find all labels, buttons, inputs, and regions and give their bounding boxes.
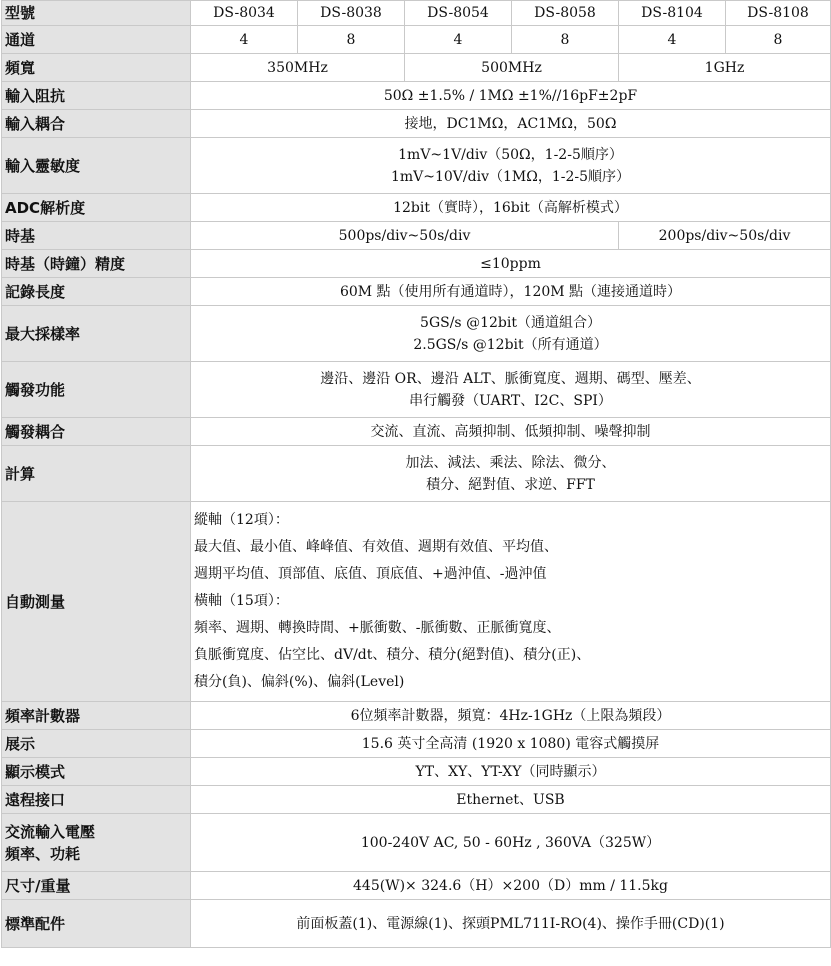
label-accessories: 標準配件	[2, 900, 191, 948]
row-timebase	[2, 222, 831, 250]
max-sample-rate-line: 2.5GS/s @12bit（所有通道）	[413, 336, 608, 353]
trigger-functions-line: 邊沿、邊沿 OR、邊沿 ALT、脈衝寬度、週期、碼型、壓差、	[320, 370, 701, 387]
auto-measure-line: 橫軸（15項）：	[194, 593, 289, 609]
math-line: 加法、減法、乘法、除法、微分、	[405, 454, 616, 471]
label-math: 計算	[2, 446, 191, 502]
label-channels: 通道	[2, 26, 191, 54]
row-input-sensitivity	[2, 138, 831, 194]
auto-measure-line: 負脈衝寬度、佔空比、dV/dt、積分、積分(絕對值)、積分(正)、	[194, 647, 591, 663]
row-freq-counter	[2, 702, 831, 730]
input-impedance-value: 50Ω ±1.5% / 1MΩ ±1%//16pF±2pF	[191, 82, 831, 110]
label-freq-counter: 頻率計數器	[2, 702, 191, 730]
row-trigger-coupling	[2, 418, 831, 446]
row-trigger-functions	[2, 362, 831, 418]
label-ac-input	[2, 814, 191, 872]
model-cell: DS-8054	[405, 1, 512, 26]
row-model	[2, 1, 831, 26]
channels-cell: 8	[298, 26, 405, 54]
model-cell: DS-8104	[619, 1, 726, 26]
model-cell: DS-8038	[298, 1, 405, 26]
timebase-cell: 200ps/div~50s/div	[619, 222, 831, 250]
label-adc-resolution: ADC解析度	[2, 194, 191, 222]
row-timebase-accuracy	[2, 250, 831, 278]
channels-cell: 4	[405, 26, 512, 54]
row-input-impedance	[2, 82, 831, 110]
label-timebase: 時基	[2, 222, 191, 250]
channels-cell: 4	[191, 26, 298, 54]
label-trigger-functions: 觸發功能	[2, 362, 191, 418]
bandwidth-cell: 1GHz	[619, 54, 831, 82]
timebase-accuracy-value: ≤10ppm	[191, 250, 831, 278]
adc-resolution-value: 12bit（實時），16bit（高解析模式）	[191, 194, 831, 222]
label-model: 型號	[2, 1, 191, 26]
input-sensitivity-line: 1mV~1V/div（50Ω，1-2-5順序）	[398, 146, 623, 163]
label-timebase-accuracy: 時基（時鐘）精度	[2, 250, 191, 278]
label-input-impedance: 輸入阻抗	[2, 82, 191, 110]
row-auto-measure	[2, 502, 831, 702]
auto-measure-line: 縱軸（12項）：	[194, 512, 289, 528]
input-sensitivity-value	[191, 138, 831, 194]
row-remote-interface	[2, 786, 831, 814]
display-mode-value: YT、XY、YT-XY（同時顯示）	[191, 758, 831, 786]
trigger-functions-value	[191, 362, 831, 418]
model-cell: DS-8034	[191, 1, 298, 26]
dimensions-value: 445(W)× 324.6（H）×200（D）mm / 11.5kg	[191, 872, 831, 900]
remote-interface-value: Ethernet、USB	[191, 786, 831, 814]
row-input-coupling	[2, 110, 831, 138]
display-value: 15.6 英寸全高清 (1920 x 1080) 電容式觸摸屏	[191, 730, 831, 758]
ac-input-label-line: 交流輸入電壓	[5, 822, 96, 841]
model-cell: DS-8058	[512, 1, 619, 26]
label-bandwidth: 頻寬	[2, 54, 191, 82]
row-adc-resolution	[2, 194, 831, 222]
spec-table	[1, 0, 831, 948]
bandwidth-cell: 500MHz	[405, 54, 619, 82]
model-cell: DS-8108	[726, 1, 831, 26]
accessories-value: 前面板蓋(1)、電源線(1)、探頭PML711I-RO(4)、操作手冊(CD)(1)	[191, 900, 831, 948]
channels-cell: 8	[512, 26, 619, 54]
row-ac-input	[2, 814, 831, 872]
label-trigger-coupling: 觸發耦合	[2, 418, 191, 446]
row-max-sample-rate	[2, 306, 831, 362]
label-input-coupling: 輸入耦合	[2, 110, 191, 138]
label-auto-measure: 自動測量	[2, 502, 191, 702]
auto-measure-line: 最大值、最小值、峰峰值、有效值、週期有效值、平均值、	[194, 539, 558, 555]
row-accessories	[2, 900, 831, 948]
trigger-coupling-value: 交流、直流、高頻抑制、低頻抑制、噪聲抑制	[191, 418, 831, 446]
row-dimensions	[2, 872, 831, 900]
input-coupling-value: 接地，DC1MΩ，AC1MΩ，50Ω	[191, 110, 831, 138]
row-display-mode	[2, 758, 831, 786]
label-display: 展示	[2, 730, 191, 758]
channels-cell: 8	[726, 26, 831, 54]
label-dimensions: 尺寸/重量	[2, 872, 191, 900]
row-display	[2, 730, 831, 758]
math-value	[191, 446, 831, 502]
label-input-sensitivity: 輸入靈敏度	[2, 138, 191, 194]
input-sensitivity-line: 1mV~10V/div（1MΩ，1-2-5順序）	[390, 168, 631, 185]
max-sample-rate-value	[191, 306, 831, 362]
bandwidth-cell: 350MHz	[191, 54, 405, 82]
auto-measure-line: 週期平均值、頂部值、底值、頂底值、+過沖值、-過沖值	[194, 566, 547, 582]
label-remote-interface: 遠程接口	[2, 786, 191, 814]
row-record-length	[2, 278, 831, 306]
math-line: 積分、絕對值、求逆、FFT	[426, 476, 595, 493]
label-record-length: 記錄長度	[2, 278, 191, 306]
auto-measure-value	[191, 502, 831, 702]
auto-measure-line: 積分(負)、偏斜(%)、偏斜(Level)	[194, 674, 405, 690]
max-sample-rate-line: 5GS/s @12bit（通道組合）	[420, 314, 601, 331]
record-length-value: 60M 點（使用所有通道時），120M 點（連接通道時）	[191, 278, 831, 306]
channels-cell: 4	[619, 26, 726, 54]
row-channels	[2, 26, 831, 54]
label-display-mode: 顯示模式	[2, 758, 191, 786]
auto-measure-line: 頻率、週期、轉換時間、+脈衝數、-脈衝數、正脈衝寬度、	[194, 620, 561, 636]
row-math	[2, 446, 831, 502]
ac-input-value: 100-240V AC, 50 - 60Hz , 360VA（325W）	[191, 814, 831, 872]
timebase-cell: 500ps/div~50s/div	[191, 222, 619, 250]
label-max-sample-rate: 最大採樣率	[2, 306, 191, 362]
row-bandwidth	[2, 54, 831, 82]
trigger-functions-line: 串行觸發（UART、I2C、SPI）	[409, 392, 612, 409]
freq-counter-value: 6位頻率計數器，頻寬：4Hz-1GHz（上限為頻段）	[191, 702, 831, 730]
ac-input-label-line: 頻率、功耗	[5, 844, 81, 863]
